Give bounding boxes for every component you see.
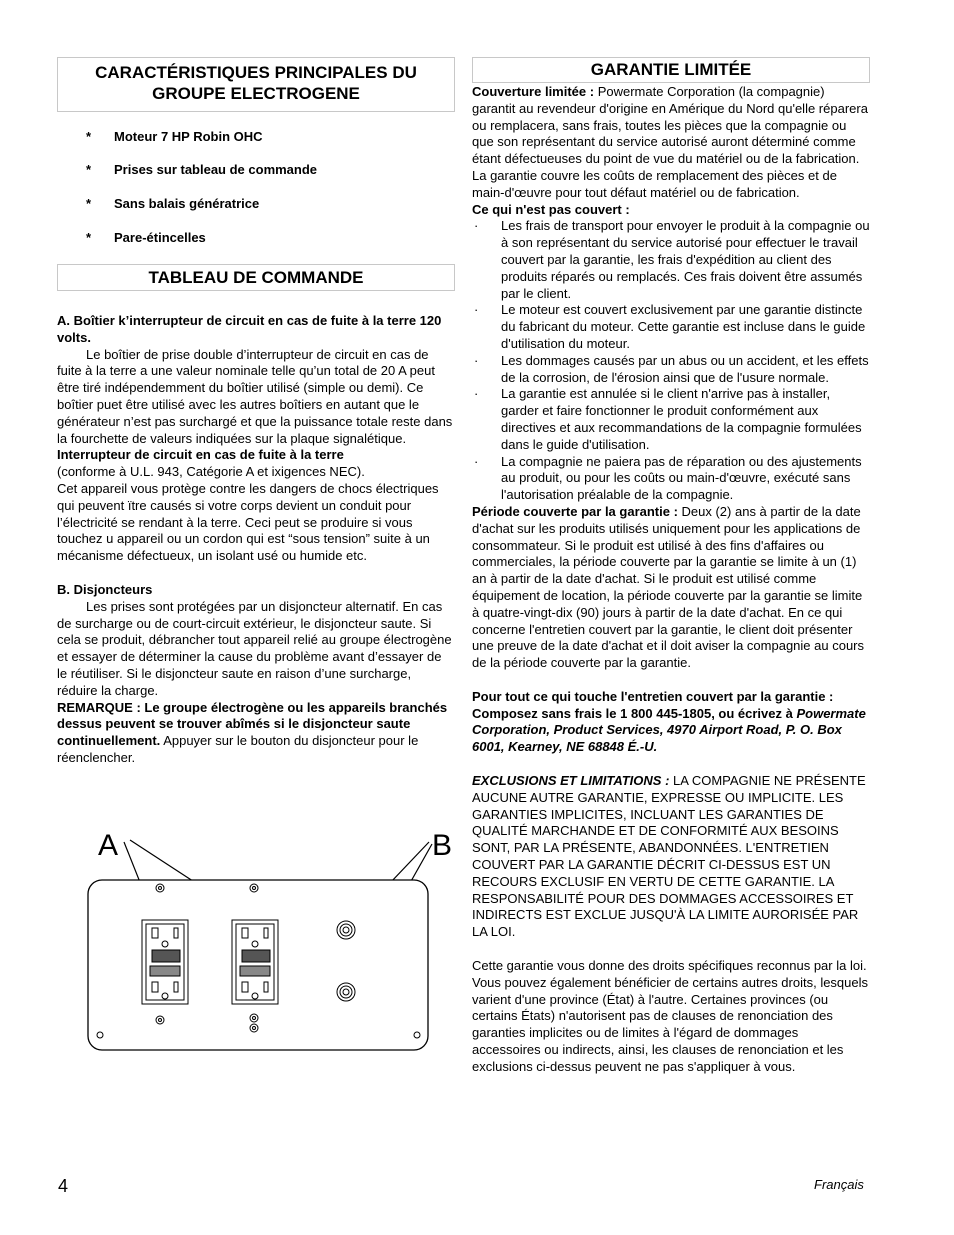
language-label: Français <box>814 1177 864 1192</box>
coverage-paragraph: Couverture limitée : Powermate Corporation (la compagnie) garantit au revendeur d'origine en Amérique du Nord qu'elle réparera ou remplacera, sans frais, toutes les pièces que la compagnie ou que son représentant du service autorisé auront déterminé comme étant défectueuses du point de vue du matériel ou de la fabrication. La garantie couvre les coûts de remplacement des pièces et de main-d'œuvre pour tout défaut matériel ou de fabrication. <box>472 84 868 200</box>
section-a-body: Le boîtier de prise double d’interrupteur de circuit en cas de fuite à la terre a une valeur nominale telle qu’un total de 20 A peut être tiré indépendemment du boîtier utilisé (simple ou demi). Ce boîtier puet être utilisé avec les autres boîtiers en autant que le générateur n’est pas surchargé et que la puissance totale reste dans la fourchette de valeurs indiquées sur la plaque signalétique. <box>57 346 453 446</box>
note-paragraph: REMARQUE : Le groupe électrogène ou les appareils branchés dessus peuvent se trouver abîmés si le disjoncteur saute continuellement. Appuyer sur le bouton du disjoncteur pour le réenclencher. <box>57 699 448 765</box>
figure-label-b: B <box>432 829 453 862</box>
control-panel-title: TABLEAU DE COMMANDE <box>57 264 455 291</box>
section-b-heading: B. Disjoncteurs <box>57 581 153 597</box>
feature-item: * Sans balais génératrice <box>86 196 260 211</box>
gfci-subheading: (conforme à U.L. 943, Catégorie A et ixigences NEC). <box>57 464 365 480</box>
feature-item: * Prises sur tableau de commande <box>86 162 318 177</box>
figure-label-a: A <box>98 829 119 862</box>
page-number: 4 <box>58 1176 69 1196</box>
control-panel-figure <box>80 820 460 1060</box>
not-covered-heading: Ce qui n'est pas couvert : <box>472 201 630 217</box>
section-a-heading: A. Boîtier k’interrupteur de circuit en cas de fuite à la terre 120 volts. <box>57 313 442 345</box>
list-item: · Les dommages causés par un abus ou un accident, et les effets de la corrosion, de l'érosion ainsi que de l'usure normale. <box>474 352 869 385</box>
gfci-heading: Interrupteur de circuit en cas de fuite à la terre <box>57 447 344 463</box>
gfci-body: Cet appareil vous protège contre les dangers de chocs électriques qui peuvent ïtre causés si votre corps devient un conduit pour l’électricité se rendant à la terre. Ceci peut se produire si vous touchez u appareil ou un cordon qui est “sous tension” suite à un mécanisme défectueux, un isolant usé ou humide etc. <box>57 480 439 564</box>
warranty-title: GARANTIE LIMITÉE <box>472 57 870 83</box>
list-item: · Le moteur est couvert exclusivement par une garantie distincte du fabricant du moteur. Cette garantie est incluse dans le guide d'utilisation du moteur. <box>474 302 866 351</box>
rights-paragraph: Cette garantie vous donne des droits spécifiques reconnus par la loi. Vous pouvez également bénéficier de certains autres droits, lesquels varient d'une province (État) à l'autre. Certaines provinces (ou certains États) n'autorisent pas de clauses de renonciation des garanties implicites ou de limites à l'égard de dommages accessoires ou indirects, ainsi, les clauses de renonciation et les exclusions ci-dessus peuvent ne pas s'appliquer à vous. <box>472 958 869 1074</box>
section-b-body: Les prises sont protégées par un disjoncteur alternatif. En cas de surcharge ou de court-circuit extérieur, le disjoncteur saute. Si cela se produit, débrancher tout appareil relié au groupe électrogène et essayer de déterminer la cause du problème avant d’essayer de le réutiliser. Si le disjoncteur saute en raison d’une surcharge, réduire la charge. <box>57 598 452 698</box>
control-panel-text <box>57 313 455 767</box>
list-item: · Les frais de transport pour envoyer le produit à la compagnie ou à son représentant du service autorisé pour effectuer le travail couvert par la garantie, les frais d'expédition au client des produits réparés ou remplacés. Ces frais doivent être assumés par le client. <box>474 218 870 301</box>
feature-item: * Moteur 7 HP Robin OHC <box>86 129 263 144</box>
list-item: · La compagnie ne paiera pas de réparation ou des ajustements au produit, ou pour les coûts ou main-d'œuvre, exécuté sans l'autorisation préalable de la compagnie. <box>474 453 862 503</box>
warranty-text <box>472 84 870 1076</box>
period-paragraph: Période couverte par la garantie : Deux (2) ans à partir de la date d'achat sur les produits utilisés uniquement pour les applications de consommateur. Si le produit est utilisé à des fins d'affaires ou commerciales, la période couverte par la garantie se limite à un (1) an à partir de la date d'achat. Si le produit est utilisé comme équipement de location, la période couverte par la garantie se limite à quatre-vingt-dix (90) jours à partir de la date d'achat. En ce qui concerne l'entretien couvert par la garantie, le client doit présenter une preuve de la date d'achat et il doit aviser la compagnie au cours de la période couverte par la garantie. <box>472 503 865 671</box>
features-title: CARACTÉRISTIQUES PRINCIPALES DU GROUPE ELECTROGENE <box>57 57 455 112</box>
exclusions-paragraph: EXCLUSIONS ET LIMITATIONS : LA COMPAGNIE NE PRÉSENTE AUCUNE AUTRE GARANTIE, EXPRESSE OU IMPLICITE. LES GARANTIES IMPLICITES, INCLUANT LES GARANTIES DE QUALITÉ MARCHANDE ET DE CONFORMITÉ AUX BESOINS SONT, PAR LA PRÉSENTE, ABANDONNÉES. L'ENTRETIEN COUVERT PAR LA GARANTIE DÉCRIT CI-DESSUS EST UN RECOURS EXCLUSIF EN VERTU DE CETTE GARANTIE. LA RESPONSABILITÉ POUR DES DOMMAGES ACCESSOIRES ET INDIRECTS EST EXCLUE JUSQU'À LA LIMITE AURORISÉE PAR LA LOI. <box>472 773 866 940</box>
contact-paragraph: Pour tout ce qui touche l'entretien couvert par la garantie : Composez sans frais le 1 800 445-1805, ou écrivez à Powermate Corporation, Product Services, 4970 Airport Road, P. O. Box 6001, Kearney, NE 68848 É.-U. <box>472 688 866 755</box>
not-covered-list <box>472 218 870 504</box>
feature-item: * Pare-étincelles <box>86 230 206 245</box>
list-item: · La garantie est annulée si le client n'arrive pas à installer, garder et faire fonctionner le produit conformément aux directives et aux recommandations de la compagnie formulées dans le guide d'utilisation. <box>474 386 862 452</box>
panel-plate <box>88 880 428 1050</box>
